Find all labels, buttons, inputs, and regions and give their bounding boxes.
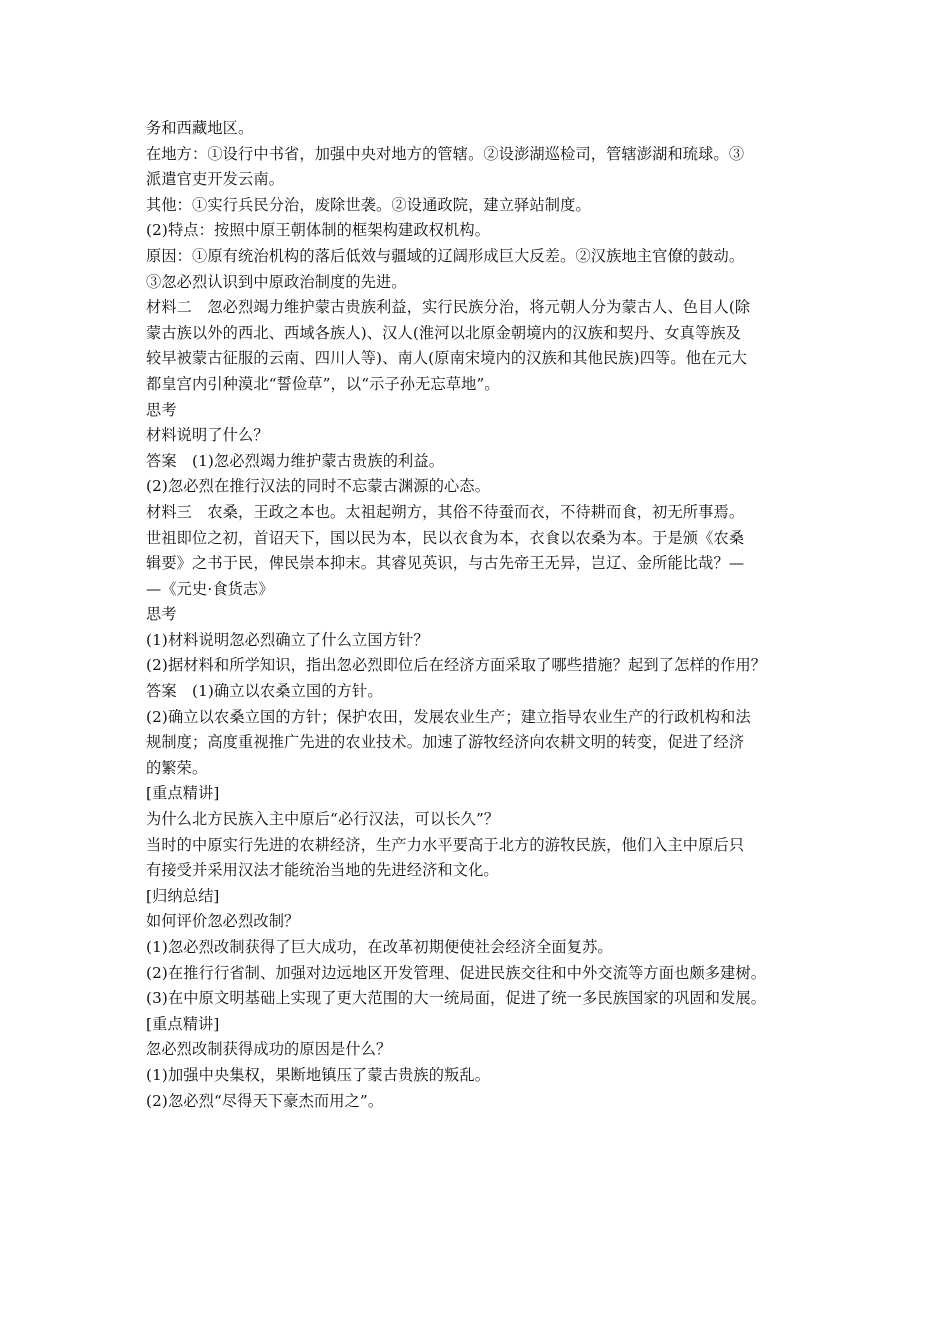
text-line: 如何评价忽必烈改制？ [146, 912, 300, 931]
section-heading: 思考 [146, 400, 177, 419]
text-line: (2)据材料和所学知识，指出忽必烈即位后在经济方面采取了哪些措施？起到了怎样的作用？ [146, 656, 767, 675]
section-heading: [重点精讲] [146, 1014, 220, 1033]
text-line: 其他：①实行兵民分治，废除世袭。②设通政院，建立驿站制度。 [146, 195, 591, 214]
text-line: (2)确立以农桑立国的方针；保护农田，发展农业生产；建立指导农业生产的行政机构和法 [146, 707, 751, 726]
text-line: (2)特点：按照中原王朝体制的框架构建政权机构。 [146, 221, 491, 240]
text-line: 蒙古族以外的西北、西域各族人)、汉人(淮河以北原金朝境内的汉族和契丹、女真等族及 [146, 323, 741, 342]
section-heading: 思考 [146, 605, 177, 624]
text-line: ③忽必烈认识到中原政治制度的先进。 [146, 272, 407, 291]
text-line: (2)忽必烈在推行汉法的同时不忘蒙古渊源的心态。 [146, 477, 491, 496]
text-line: (1)加强中央集权，果断地镇压了蒙古贵族的叛乱。 [146, 1065, 491, 1084]
text-line: (1)材料说明忽必烈确立了什么立国方针？ [146, 630, 429, 649]
text-line: 答案 (1)确立以农桑立国的方针。 [146, 682, 383, 701]
text-line: (2)在推行行省制、加强对边远地区开发管理、促进民族交往和中外交流等方面也颇多建树。 [146, 963, 767, 982]
text-line: (2)忽必烈“尽得天下豪杰而用之”。 [146, 1091, 384, 1110]
text-line: 答案 (1)忽必烈竭力维护蒙古贵族的利益。 [146, 451, 445, 470]
text-line: 当时的中原实行先进的农耕经济，生产力水平要高于北方的游牧民族，他们入主中原后只 [146, 835, 745, 854]
section-heading: [归纳总结] [146, 886, 220, 905]
text-line: —《元史·食货志》 [146, 579, 274, 598]
text-line: 都皇宫内引种漠北“誓俭草”，以“示子孙无忘草地”。 [146, 374, 500, 393]
text-line: 忽必烈改制获得成功的原因是什么？ [146, 1040, 392, 1059]
text-line: 务和西藏地区。 [146, 119, 254, 137]
text-line: 材料说明了什么？ [146, 426, 269, 445]
text-line: 辑要》之书于民，俾民崇本抑末。其睿见英识，与古先帝王无异，岂辽、金所能比哉？— [146, 554, 745, 573]
text-line: 的繁荣。 [146, 758, 208, 777]
text-line: (1)忽必烈改制获得了巨大成功，在改革初期便使社会经济全面复苏。 [146, 938, 613, 956]
text-line: 在地方：①设行中书省，加强中央对地方的管辖。②设澎湖巡检司，管辖澎湖和琉球。③ [146, 144, 745, 163]
text-line: 规制度；高度重视推广先进的农业技术。加速了游牧经济向农耕文明的转变，促进了经济 [146, 733, 745, 752]
text-line: 有接受并采用汉法才能统治当地的先进经济和文化。 [146, 861, 499, 880]
document-body [146, 116, 826, 1114]
text-line: 材料二 忽必烈竭力维护蒙古贵族利益，实行民族分治，将元朝人分为蒙古人、色目人(除 [146, 298, 751, 317]
text-line: 较早被蒙古征服的云南、四川人等)、南人(原南宋境内的汉族和其他民族)四等。他在元大 [146, 349, 748, 368]
text-line: 派遣官吏开发云南。 [146, 170, 285, 189]
text-line: 材料三 农桑，王政之本也。太祖起朔方，其俗不待蚕而衣，不待耕而食，初无所事焉。 [146, 502, 745, 521]
text-line: 世祖即位之初，首诏天下，国以民为本，民以衣食为本，衣食以农桑为本。于是颁《农桑 [146, 528, 745, 547]
text-line: 为什么北方民族入主中原后“必行汉法，可以长久”？ [146, 810, 500, 829]
text-line: (3)在中原文明基础上实现了更大范围的大一统局面，促进了统一多民族国家的巩固和发展。 [146, 989, 767, 1008]
text-line: 原因：①原有统治机构的落后低效与疆域的辽阔形成巨大反差。②汉族地主官僚的鼓动。 [146, 246, 745, 265]
section-heading: [重点精讲] [146, 784, 220, 803]
